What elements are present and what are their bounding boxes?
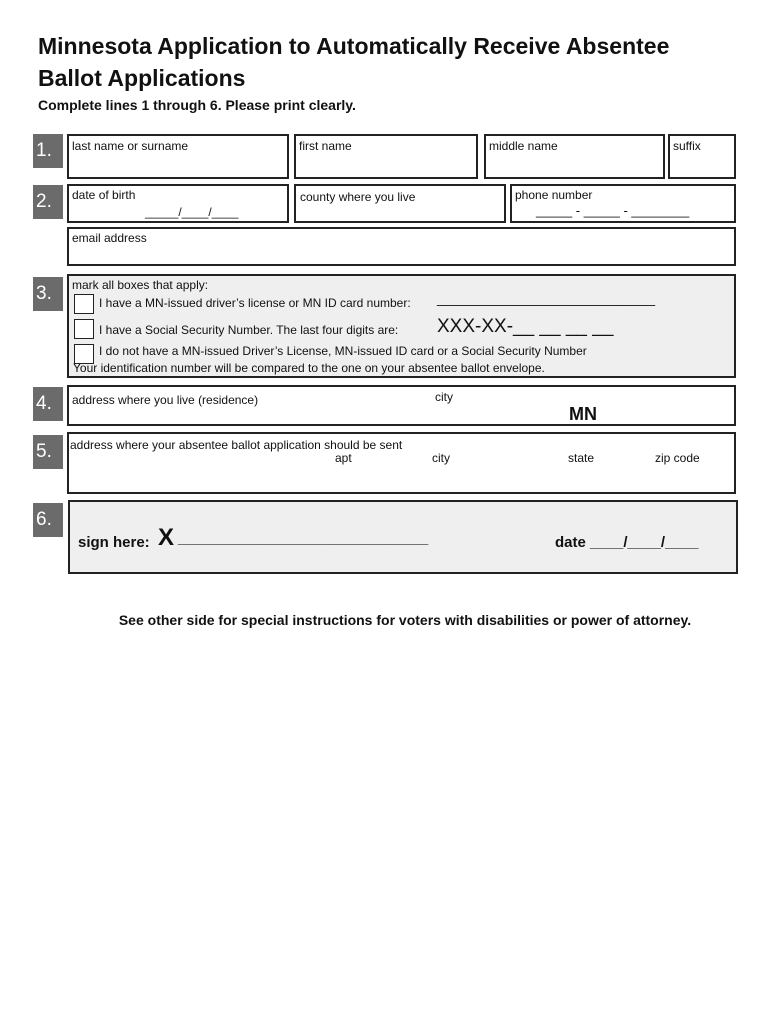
phone-number-field[interactable] [510,184,736,223]
email-field[interactable] [67,227,736,266]
suffix-label: suffix [673,139,701,153]
phone-label: phone number [515,188,593,202]
dob-label: date of birth [72,188,136,202]
mailing-address-field[interactable] [67,432,736,494]
line-number-6: 6. [33,503,63,537]
no-id-option: I do not have a MN-issued Driver’s License, MN-issued ID card or a Social Security Number [99,344,587,358]
residence-address-field[interactable] [67,385,736,426]
residence-city-label: city [435,390,453,404]
footer-note: See other side for special instructions for voters with disabilities or power of attorney. [118,612,692,628]
last-name-label: last name or surname [72,139,189,153]
ssn-last-four-blank[interactable]: XXX-XX-__ __ __ __ [437,316,614,337]
signature-line[interactable]: ______________________________ [178,530,429,547]
page-title: Minnesota Application to Automatically Receive Absentee Ballot Applications [38,33,670,91]
line-number-2: 2. [33,185,63,219]
suffix-field[interactable] [668,134,736,179]
mn-license-checkbox[interactable] [74,294,94,314]
signature-x-mark: X [158,524,175,551]
line-number-4: 4. [33,387,63,421]
county-label: county where you live [300,190,416,204]
mailing-zip-label: zip code [655,451,700,465]
signature-section [68,500,738,574]
email-label: email address [72,231,147,245]
mailing-address-label: address where your absentee ballot application should be sent [70,438,403,452]
middle-name-label: middle name [489,139,558,153]
county-field[interactable] [294,184,506,223]
mn-license-number-blank[interactable]: ____________________________ [437,290,656,306]
line-number-3: 3. [33,277,63,311]
middle-name-field[interactable] [484,134,665,179]
phone-blank: _____ - _____ - ________ [536,203,690,218]
signature-date-field[interactable]: date ____/____/____ [555,534,699,551]
residence-state-value: MN [569,404,597,424]
mailing-state-label: state [568,451,595,465]
first-name-label: first name [299,139,352,153]
id-compare-note: Your identification number will be compared to the one on your absentee ballot envelope. [73,361,545,375]
identification-section [67,274,736,378]
page-subtitle: Complete lines 1 through 6. Please print clearly. [38,97,356,113]
last-name-field[interactable] [67,134,289,179]
mark-boxes-instruction: mark all boxes that apply: [72,278,209,292]
ssn-option: I have a Social Security Number. The last four digits are: [99,323,399,337]
mn-license-option: I have a MN-issued driver’s license or MN ID card number: [99,296,411,310]
line-number-5: 5. [33,435,63,469]
residence-address-label: address where you live (residence) [72,393,259,407]
first-name-field[interactable] [294,134,478,179]
ssn-checkbox[interactable] [74,319,94,339]
sign-here-label: sign here: [78,534,150,551]
dob-blank: _____/____/____ [145,205,239,219]
date-of-birth-field[interactable] [67,184,289,223]
line-number-1: 1. [33,134,63,168]
mailing-city-label: city [432,451,450,465]
mailing-apt-label: apt [335,451,352,465]
